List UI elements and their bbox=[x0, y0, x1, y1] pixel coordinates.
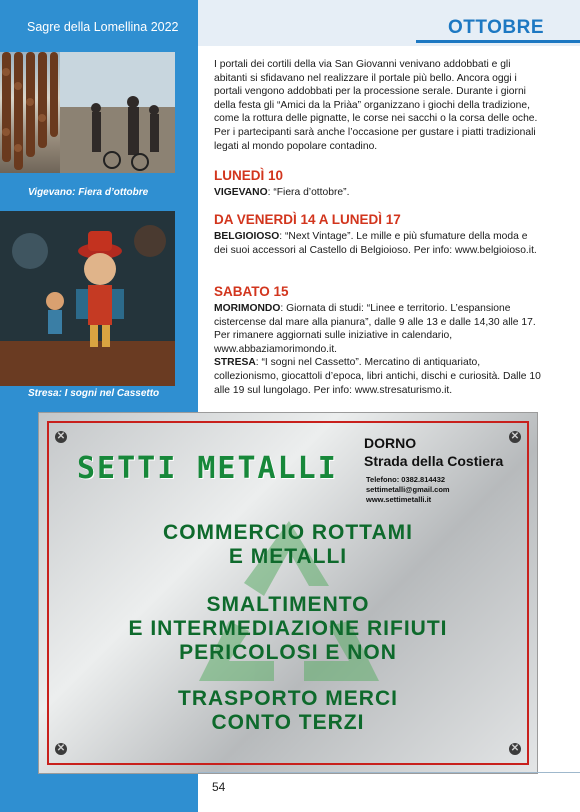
footer-rule bbox=[198, 772, 580, 773]
event-heading-1: LUNEDÌ 10 bbox=[214, 168, 284, 183]
event-heading-3: SABATO 15 bbox=[214, 284, 289, 299]
caption-stresa: Stresa: I sogni nel Cassetto bbox=[28, 388, 160, 399]
event-3-text-a: : Giornata di studi: “Linee e territorio. L’espansione cistercense dal mare alla pianura”, dalle 9 alle 13 e dalle 14,30 alle 17. Per rimanere aggiornati sulle iniziative in calendario, www.abbaziamorimondo.it. bbox=[214, 303, 536, 355]
ad-slogan-1-line2: E METALLI bbox=[228, 545, 348, 568]
event-3-body bbox=[214, 302, 544, 397]
ad-phone: Telefono: 0382.814432 bbox=[366, 475, 446, 484]
header-rule bbox=[416, 40, 580, 43]
ad-website: www.settimetalli.it bbox=[366, 495, 432, 504]
event-heading-2: DA VENERDÌ 14 A LUNEDÌ 17 bbox=[214, 212, 401, 227]
event-3-place-b: STRESA bbox=[214, 357, 256, 369]
screw-icon: ✕ bbox=[510, 431, 520, 442]
ad-slogan-2-line3: PERICOLOSI E NON bbox=[179, 641, 397, 664]
event-2-place: BELGIOIOSO bbox=[214, 231, 280, 242]
event-1-place: VIGEVANO bbox=[214, 187, 268, 198]
ad-location-town: DORNO bbox=[364, 435, 417, 451]
event-1-text: : “Fiera d’ottobre”. bbox=[267, 187, 350, 198]
photo-stresa-puppet bbox=[0, 211, 175, 386]
screw-icon: ✕ bbox=[56, 743, 66, 754]
ad-brand-logo: SETTI METALLI bbox=[77, 451, 338, 486]
screw-icon: ✕ bbox=[510, 743, 520, 754]
intro-text: I portali dei cortili della via San Giovanni venivano addobbati e gli abitanti si sfidavano nel realizzare il portale più bello. Ancora oggi i portali vengono addobbati per la processione serale. Durante i giorni della festa gli “Amici da la Priàa” organizzano i giochi della tradizione, come la rottura delle pignatte, le corse nei sacchi o la corsa delle oche. Per i partecipanti sarà anche l’occasione per gustare i piatti tradizionali legati al mondo popolare contadino. bbox=[214, 59, 538, 152]
ad-slogan-2-line1: SMALTIMENTO bbox=[206, 593, 370, 616]
event-1-body bbox=[214, 186, 544, 200]
page-number: 54 bbox=[212, 780, 226, 794]
caption-vigevano: Vigevano: Fiera d’ottobre bbox=[28, 187, 149, 198]
ad-slogan-1-line1: COMMERCIO ROTTAMI bbox=[163, 521, 413, 544]
month-title: OTTOBRE bbox=[447, 17, 544, 38]
ad-slogan-2 bbox=[39, 593, 537, 665]
event-2-text: : “Next Vintage”. Le mille e più sfumature della moda e dei suoi accessori al Castello di Belgioioso. Per info: www.belgioioso.it. bbox=[214, 231, 537, 256]
photo-vigevano-fair bbox=[0, 52, 175, 173]
ad-slogan-3 bbox=[39, 687, 537, 735]
intro-paragraph bbox=[214, 58, 544, 153]
event-2-body bbox=[214, 230, 544, 257]
ad-slogan-3-line2: CONTO TERZI bbox=[211, 711, 365, 734]
ad-slogan-3-line1: TRASPORTO MERCI bbox=[178, 687, 398, 710]
screw-icon: ✕ bbox=[56, 431, 66, 442]
header-title: Sagre della Lomellina 2022 bbox=[27, 20, 179, 34]
event-3-place-a: MORIMONDO bbox=[214, 303, 281, 314]
event-3-text-b: : “I sogni nel Cassetto”. Mercatino di antiquariato, collezionismo, giocattoli d’epoca, libri antichi, dischi e curiosità. Dalle 10 alle 19 sul lungolago. Per info: www.stresaturismo.it. bbox=[214, 357, 541, 396]
ad-location-street: Strada della Costiera bbox=[364, 453, 504, 469]
ad-slogan-1 bbox=[39, 521, 537, 569]
advertisement-setti-metalli bbox=[38, 412, 538, 774]
ad-slogan-2-line2: E INTERMEDIAZIONE RIFIUTI bbox=[128, 617, 448, 640]
ad-email: settimetalli@gmail.com bbox=[366, 485, 450, 494]
